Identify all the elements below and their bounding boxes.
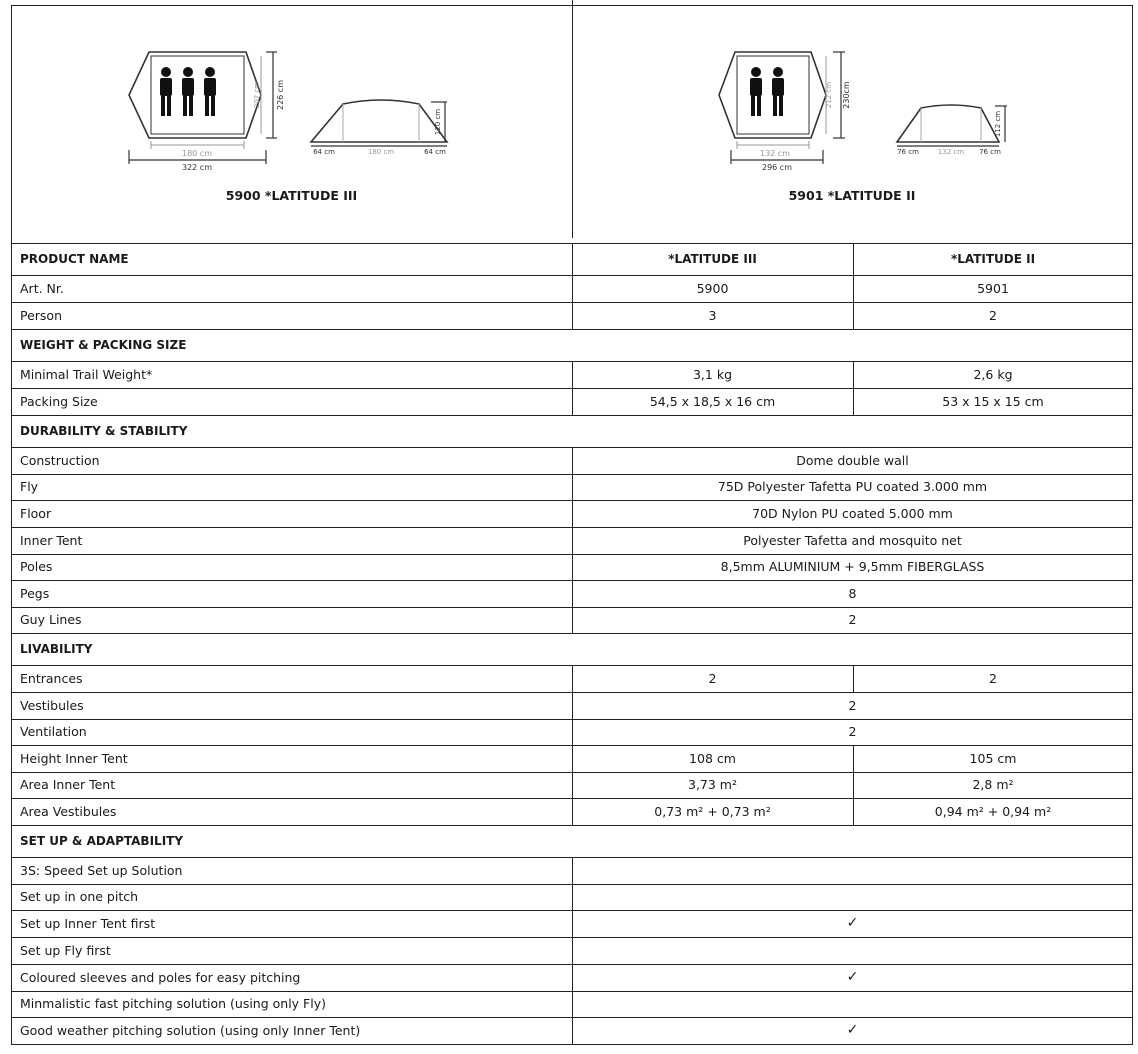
row-value-set-up-in-one-pitch <box>572 884 1133 910</box>
row-value-latitude-iii-art-nr: 5900 <box>696 281 729 296</box>
row-label-set-up-inner-tent-first: Set up Inner Tent first <box>20 916 156 931</box>
row-label-area-vestibules: Area Vestibules <box>20 804 117 819</box>
side-mid-label: 180 cm <box>367 148 395 156</box>
row-label-poles: Poles <box>20 559 53 574</box>
row-label-floor: Floor <box>20 506 52 521</box>
row-label-art-nr: Art. Nr. <box>20 281 64 296</box>
row-value-latitude-ii-height-inner-tent: 105 cm <box>969 751 1017 766</box>
row-value-latitude-iii-area-vestibules: 0,73 m² + 0,73 m² <box>654 804 771 819</box>
section-heading-set-up-adaptability: SET UP & ADAPTABILITY <box>20 834 184 848</box>
row-label-construction: Construction <box>20 453 100 468</box>
row-value-latitude-ii-area-inner-tent: 2,8 m² <box>972 777 1014 792</box>
row-value-latitude-iii-person: 3 <box>708 308 717 323</box>
row-label-pegs: Pegs <box>20 586 50 601</box>
row-label-entrances: Entrances <box>20 671 83 686</box>
row-label-guy-lines: Guy Lines <box>20 612 82 627</box>
section-heading-durability-stability: DURABILITY & STABILITY <box>20 424 188 438</box>
person-icons <box>750 67 784 116</box>
row-value-latitude-iii-packing-size: 54,5 x 18,5 x 16 cm <box>649 394 776 409</box>
row-label-minmalistic-fast-pitching-solution-using: Minmalistic fast pitching solution (using only Fly) <box>20 996 326 1011</box>
row-value-ventilation: 2 <box>848 724 857 739</box>
inner-width-label: 132 cm <box>759 149 791 158</box>
row-label-height-inner-tent: Height Inner Tent <box>20 751 128 766</box>
row-value-latitude-ii-art-nr: 5901 <box>977 281 1009 296</box>
row-label-ventilation: Ventilation <box>20 724 87 739</box>
row-value-latitude-iii-area-inner-tent: 3,73 m² <box>688 777 737 792</box>
row-value-latitude-iii-product-name: *LATITUDE III <box>668 252 757 266</box>
row-value-inner-tent: Polyester Tafetta and mosquito net <box>743 533 962 548</box>
row-label-set-up-fly-first: Set up Fly first <box>20 943 111 958</box>
row-label-minimal-trail-weight: Minimal Trail Weight* <box>20 367 153 382</box>
check-icon: ✓ <box>846 915 859 931</box>
row-value-latitude-ii-packing-size: 53 x 15 x 15 cm <box>942 394 1044 409</box>
side-left-label: 76 cm <box>897 148 919 156</box>
side-right-label: 64 cm <box>424 148 446 156</box>
row-label-fly: Fly <box>20 479 39 494</box>
row-value-poles: 8,5mm ALUMINIUM + 9,5mm FIBERGLASS <box>720 559 985 574</box>
row-label-inner-tent: Inner Tent <box>20 533 83 548</box>
tent-diagram-latitude-ii <box>711 40 1011 180</box>
row-value-latitude-ii-person: 2 <box>989 308 997 323</box>
side-left-label: 64 cm <box>313 148 335 156</box>
side-mid-label: 132 cm <box>937 148 965 156</box>
row-value-latitude-iii-height-inner-tent: 108 cm <box>689 751 736 766</box>
row-value-latitude-iii-minimal-trail-weight: 3,1 kg <box>692 367 733 382</box>
height-label: 120 cm <box>434 108 442 136</box>
row-divider <box>11 1044 1133 1045</box>
row-value-construction: Dome double wall <box>796 453 909 468</box>
row-label-good-weather-pitching-solution-using-onl: Good weather pitching solution (using only Inner Tent) <box>20 1023 361 1038</box>
product-caption-latitude-iii: 5900 *LATITUDE III <box>225 188 358 203</box>
inner-length-label: 207 cm <box>253 81 261 109</box>
row-value-floor: 70D Nylon PU coated 5.000 mm <box>752 506 953 521</box>
outer-width-label: 322 cm <box>181 163 213 172</box>
row-value-set-up-fly-first <box>572 937 1133 964</box>
row-label-vestibules: Vestibules <box>20 698 84 713</box>
outer-length-label: 230cm <box>842 81 851 109</box>
check-icon: ✓ <box>846 969 859 985</box>
row-value-guy-lines: 2 <box>848 612 857 627</box>
outer-length-label: 226 cm <box>276 79 285 111</box>
inner-width-label: 180 cm <box>181 149 213 158</box>
row-value-latitude-ii-entrances: 2 <box>989 671 997 686</box>
row-value-latitude-iii-entrances: 2 <box>708 671 717 686</box>
row-label-coloured-sleeves-and-poles-for-easy-pitc: Coloured sleeves and poles for easy pitching <box>20 970 301 985</box>
person-icons <box>160 67 216 116</box>
row-label-area-inner-tent: Area Inner Tent <box>20 777 116 792</box>
row-value-vestibules: 2 <box>848 698 857 713</box>
row-label-product-name: PRODUCT NAME <box>20 252 129 266</box>
row-value-latitude-ii-minimal-trail-weight: 2,6 kg <box>973 367 1013 382</box>
tent-diagram-latitude-iii <box>121 40 461 180</box>
spec-table <box>11 0 1133 1045</box>
row-value-3s-speed-set-up-solution <box>572 857 1133 884</box>
row-label-3s-speed-set-up-solution: 3S: Speed Set up Solution <box>20 863 183 878</box>
row-label-person: Person <box>20 308 63 323</box>
row-label-set-up-in-one-pitch: Set up in one pitch <box>20 889 139 904</box>
height-label: 112 cm <box>994 110 1002 138</box>
check-icon: ✓ <box>846 1022 859 1038</box>
row-value-minmalistic-fast-pitching-solution-using <box>572 991 1133 1017</box>
product-caption-latitude-ii: 5901 *LATITUDE II <box>788 188 916 203</box>
section-heading-weight-packing-size: WEIGHT & PACKING SIZE <box>20 338 187 352</box>
row-value-fly: 75D Polyester Tafetta PU coated 3.000 mm <box>717 479 988 494</box>
inner-length-label: 212 cm <box>825 81 833 109</box>
section-heading-livability: LIVABILITY <box>20 642 93 656</box>
outer-width-label: 296 cm <box>761 163 793 172</box>
side-right-label: 76 cm <box>979 148 1001 156</box>
row-value-latitude-ii-area-vestibules: 0,94 m² + 0,94 m² <box>934 804 1052 819</box>
row-value-latitude-ii-product-name: *LATITUDE II <box>950 252 1036 266</box>
table-left-border <box>11 5 12 1045</box>
row-value-pegs: 8 <box>848 586 857 601</box>
row-label-packing-size: Packing Size <box>20 394 98 409</box>
